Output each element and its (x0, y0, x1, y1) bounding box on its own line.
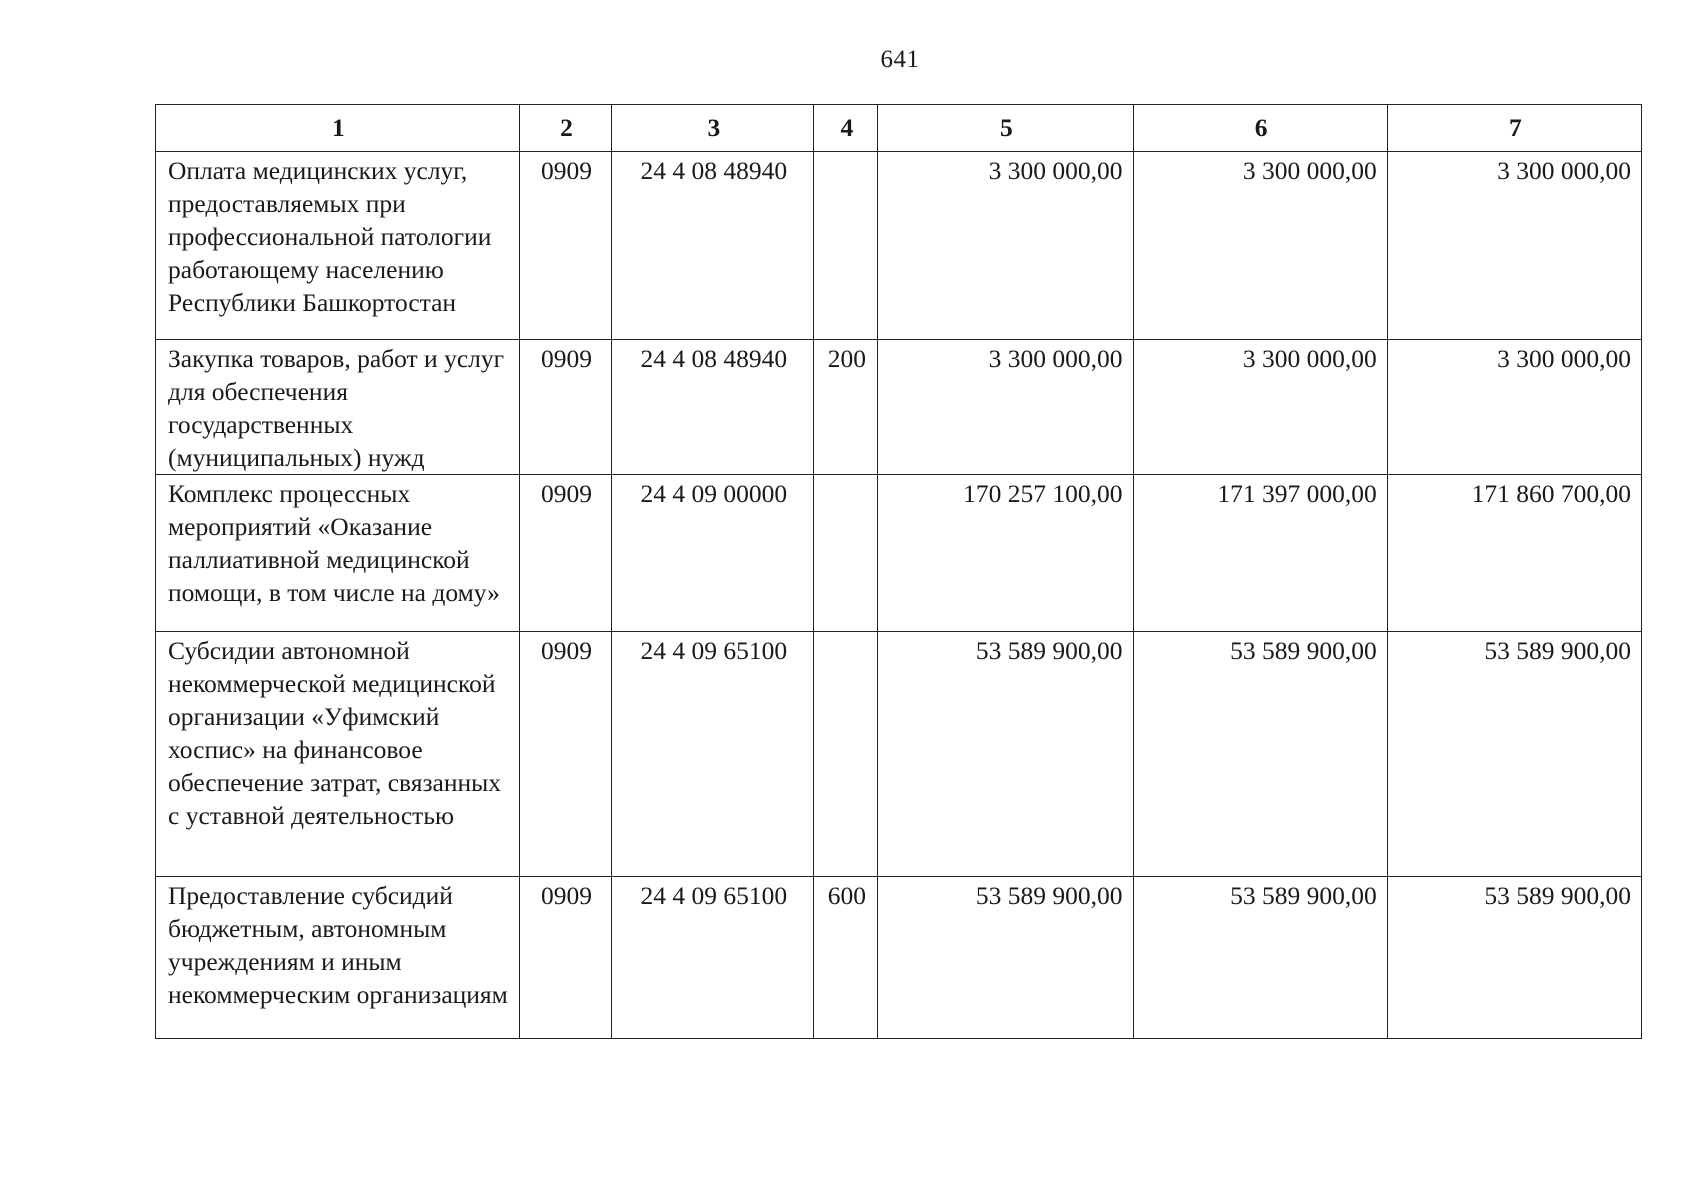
amount-year-3: 171 860 700,00 (1387, 475, 1641, 632)
target-code: 24 4 08 48940 (612, 152, 814, 340)
amount-year-1: 3 300 000,00 (878, 152, 1133, 340)
table-row (156, 152, 1642, 340)
item-name: Оплата медицинских услуг, предоставляемых при профессиональной патологии работающему населению Республики Башкортостан (156, 152, 520, 340)
column-header: 2 (519, 105, 612, 152)
table-row (156, 340, 1642, 475)
amount-year-2: 171 397 000,00 (1133, 475, 1387, 632)
section-code: 0909 (519, 475, 612, 632)
amount-year-2: 3 300 000,00 (1133, 340, 1387, 475)
expense-type (814, 475, 878, 632)
item-name: Комплекс процессных мероприятий «Оказание паллиативной медицинской помощи, в том числе на дому» (156, 475, 520, 632)
column-header: 3 (612, 105, 814, 152)
section-code: 0909 (519, 340, 612, 475)
column-header: 1 (156, 105, 520, 152)
item-name: Субсидии автономной некоммерческой медицинской организации «Уфимский хоспис» на финансовое обеспечение затрат, связанных с уставной деятельностью (156, 632, 520, 877)
amount-year-1: 53 589 900,00 (878, 877, 1133, 1039)
amount-year-3: 3 300 000,00 (1387, 340, 1641, 475)
expense-type: 600 (814, 877, 878, 1039)
amount-year-3: 53 589 900,00 (1387, 877, 1641, 1039)
item-name: Закупка товаров, работ и услуг для обеспечения государственных (муниципальных) нужд (156, 340, 520, 475)
target-code: 24 4 09 65100 (612, 877, 814, 1039)
column-header: 4 (814, 105, 878, 152)
target-code: 24 4 08 48940 (612, 340, 814, 475)
expense-type (814, 152, 878, 340)
expense-type (814, 632, 878, 877)
amount-year-2: 53 589 900,00 (1133, 632, 1387, 877)
section-code: 0909 (519, 877, 612, 1039)
table-row (156, 475, 1642, 632)
target-code: 24 4 09 00000 (612, 475, 814, 632)
table-row (156, 877, 1642, 1039)
amount-year-1: 170 257 100,00 (878, 475, 1133, 632)
amount-year-3: 3 300 000,00 (1387, 152, 1641, 340)
amount-year-1: 53 589 900,00 (878, 632, 1133, 877)
column-header: 6 (1133, 105, 1387, 152)
item-name: Предоставление субсидий бюджетным, автономным учреждениям и иным некоммерческим организациям (156, 877, 520, 1039)
header-row (156, 105, 1642, 152)
amount-year-3: 53 589 900,00 (1387, 632, 1641, 877)
expense-type: 200 (814, 340, 878, 475)
amount-year-1: 3 300 000,00 (878, 340, 1133, 475)
page-number: 641 (880, 46, 920, 73)
amount-year-2: 3 300 000,00 (1133, 152, 1387, 340)
table-row (156, 632, 1642, 877)
amount-year-2: 53 589 900,00 (1133, 877, 1387, 1039)
column-header: 7 (1387, 105, 1641, 152)
target-code: 24 4 09 65100 (612, 632, 814, 877)
section-code: 0909 (519, 152, 612, 340)
budget-table (155, 104, 1642, 1039)
column-header: 5 (878, 105, 1133, 152)
section-code: 0909 (519, 632, 612, 877)
